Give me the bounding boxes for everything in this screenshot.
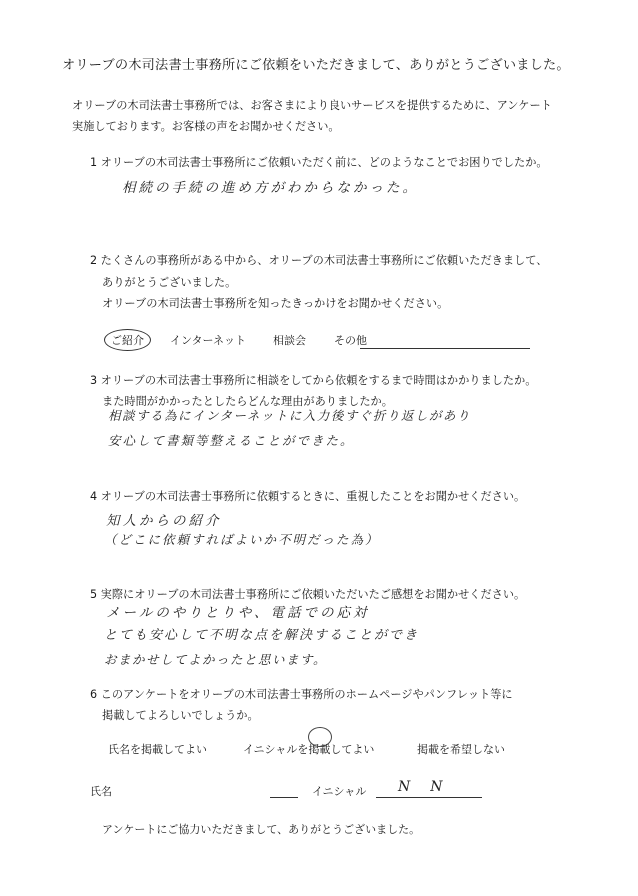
question-2-line-3: オリーブの木司法書士事務所を知ったきっかけをお聞かせください。 [102, 297, 449, 310]
initial-label: イニシャル [312, 785, 367, 798]
question-1: 1 オリーブの木司法書士事務所にご依頼いただく前に、どのようなことでお困りでしたか。 [90, 156, 548, 169]
initial-handwritten: N N [398, 779, 446, 795]
question-4: 4 オリーブの木司法書士事務所に依頼するときに、重視したことをお聞かせください。 [90, 490, 526, 503]
option-publish-name[interactable]: 氏名を掲載してよい [108, 743, 207, 756]
option-no-publish[interactable]: 掲載を希望しない [417, 743, 505, 756]
closing-thanks: アンケートにご協力いただきまして、ありがとうございました。 [102, 823, 421, 836]
answer-1-handwritten: 相続の手続の進め方がわからなかった。 [122, 180, 419, 196]
question-3-line-1: 3 オリーブの木司法書士事務所に相談をしてから依頼をするまで時間はかかりましたか。 [90, 374, 537, 387]
answer-5-handwritten-1: メールのやりとりや、電話での応対 [106, 605, 370, 621]
answer-4-handwritten-2: （どこに依頼すればよいか不明だった為） [104, 532, 380, 547]
initial-fill-line [376, 797, 482, 798]
question-2-line-2: ありがとうございました。 [102, 276, 237, 289]
name-label: 氏名 [90, 785, 112, 798]
answer-3-handwritten-2: 安心して書類等整えることができた。 [108, 433, 355, 448]
survey-title: オリーブの木司法書士事務所にご依頼をいただきまして、ありがとうございました。 [62, 58, 570, 73]
option-consultation[interactable]: 相談会 [273, 334, 306, 347]
option-referral-selected[interactable]: ご紹介 [104, 329, 151, 351]
question-6-line-1: 6 このアンケートをオリーブの木司法書士事務所のホームページやパンフレット等に [90, 688, 513, 701]
question-2-line-1: 2 たくさんの事務所がある中から、オリーブの木司法書士事務所にご依頼いただきまして、 [90, 254, 548, 267]
selection-circle-mark [308, 727, 332, 747]
question-5: 5 実際にオリーブの木司法書士事務所にご依頼いただいたご感想をお聞かせください。 [90, 588, 526, 601]
intro-line-2: 実施しております。お客様の声をお聞かせください。 [72, 120, 340, 133]
answer-5-handwritten-3: おまかせしてよかったと思います。 [104, 652, 328, 667]
intro-line-1: オリーブの木司法書士事務所では、お客さまにより良いサービスを提供するために、アンケート [72, 99, 552, 112]
question-6-line-2: 掲載してよろしいでしょうか。 [102, 709, 259, 722]
answer-5-handwritten-2: とても安心して不明な点を解決することができ [104, 628, 420, 643]
name-fill-line [270, 797, 298, 798]
question-3-line-2: また時間がかかったとしたらどんな理由がありましたか。 [102, 395, 393, 408]
answer-3-handwritten-1: 相談する為にインターネットに入力後すぐ折り返しがあり [108, 408, 471, 423]
answer-4-handwritten-1: 知人からの紹介 [106, 513, 222, 529]
option-internet[interactable]: インターネット [170, 334, 247, 347]
other-fill-line [360, 348, 530, 349]
option-publish-initials-selected[interactable]: イニシャルを掲載してよい [243, 743, 375, 756]
option-other[interactable]: その他 [334, 334, 367, 347]
